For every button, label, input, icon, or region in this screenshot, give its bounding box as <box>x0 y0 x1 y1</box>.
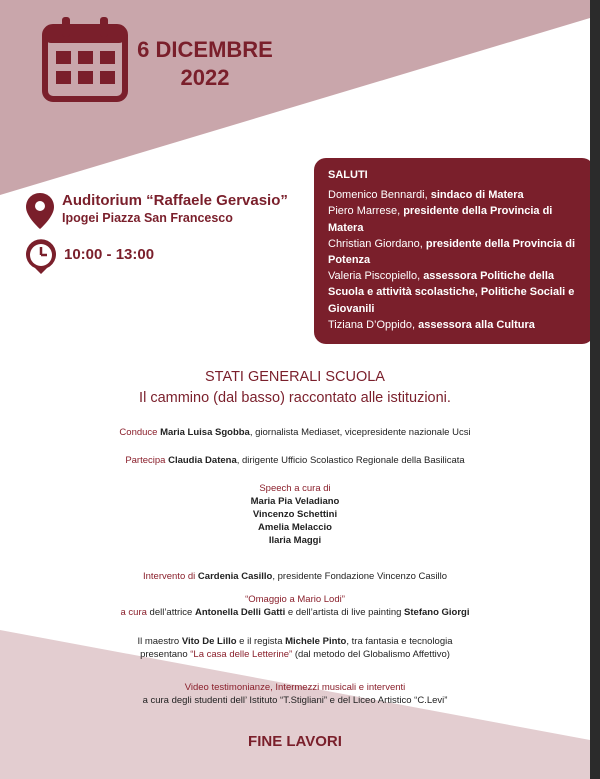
maestro-text: presentano <box>140 649 191 660</box>
saluti-entry <box>328 317 584 333</box>
saluti-name: Christian Giordano, <box>328 237 423 250</box>
speech-name: Amelia Melaccio <box>258 522 332 533</box>
speech-name: Ilaria Maggi <box>268 535 322 546</box>
saluti-role: sindaco di Matera <box>430 189 524 202</box>
omaggio-text: e dell’artista di live painting <box>285 607 405 618</box>
venue <box>62 192 288 226</box>
date-day-month: 6 DICEMBRE <box>137 37 273 62</box>
saluti-heading: SALUTI <box>328 169 368 181</box>
calendar-icon <box>42 15 128 103</box>
partecipa-line <box>0 454 590 467</box>
saluti-name: Valeria Piscopiello, <box>328 270 421 283</box>
conduce-name: Maria Luisa Sgobba <box>160 427 250 438</box>
work-title: “La casa delle Letterine” <box>190 649 293 660</box>
maestro-text: (dal metodo del Globalismo Affettivo) <box>292 649 450 660</box>
speech-name: Vincenzo Schettini <box>252 509 338 520</box>
video-line1: Video testimonianze, Intermezzi musicali e interventi <box>184 682 406 693</box>
omaggio-section <box>0 593 590 619</box>
event-date <box>130 36 280 92</box>
venue-name: Auditorium “Raffaele Gervasio” <box>62 192 288 209</box>
venue-address: Ipogei Piazza San Francesco <box>62 211 233 225</box>
intervento-line <box>0 570 590 583</box>
conduce-label: Conduce <box>119 427 158 438</box>
saluti-role: assessora Politiche della Scuola e attività scolastiche, Politiche Sociali e Giovanili <box>328 270 575 315</box>
maestro-name: Vito De Lillo <box>181 636 237 647</box>
director-name: Michele Pinto <box>285 636 347 647</box>
saluti-entry <box>328 203 584 235</box>
saluti-role: presidente della Provincia di Matera <box>328 205 553 234</box>
saluti-entry <box>328 236 584 268</box>
partecipa-name: Claudia Datena <box>168 455 237 466</box>
omaggio-title: “Omaggio a Mario Lodi” <box>245 594 345 605</box>
location-pin-icon <box>25 192 55 230</box>
omaggio-text: dell’attrice <box>146 607 195 618</box>
video-section <box>0 681 590 707</box>
intervento-label: Intervento di <box>142 571 196 582</box>
program-subtitle: Il cammino (dal basso) raccontato alle istituzioni. <box>139 390 451 406</box>
saluti-box <box>314 158 590 344</box>
conduce-line <box>0 426 590 439</box>
speech-label: Speech a cura di <box>259 483 331 494</box>
partecipa-label: Partecipa <box>125 455 166 466</box>
omaggio-artist: Stefano Giorgi <box>404 607 470 618</box>
saluti-name: Domenico Bennardi, <box>328 189 428 202</box>
omaggio-actress: Antonella Delli Gatti <box>194 607 286 618</box>
maestro-text: e il regista <box>236 636 286 647</box>
maestro-section <box>0 635 590 661</box>
maestro-text: , tra fantasia e tecnologia <box>346 636 453 647</box>
conduce-desc: , giornalista Mediaset, vicepresidente nazionale Ucsi <box>249 427 471 438</box>
saluti-role: presidente della Provincia di Potenza <box>328 237 576 267</box>
saluti-role: assessora alla Cultura <box>418 318 535 331</box>
maestro-text: Il maestro <box>137 636 182 647</box>
speech-section <box>0 482 590 547</box>
date-year: 2022 <box>180 65 230 90</box>
speech-name: Maria Pia Veladiano <box>250 496 340 507</box>
intervento-name: Cardenia Casillo <box>197 571 273 582</box>
program-title: STATI GENERALI SCUOLA <box>205 369 385 385</box>
saluti-entry <box>328 268 584 317</box>
omaggio-acura: a cura <box>120 607 147 618</box>
saluti-name: Piero Marrese, <box>328 205 401 218</box>
saluti-entry <box>328 187 584 203</box>
clock-icon <box>24 238 58 276</box>
partecipa-desc: , dirigente Ufficio Scolastico Regionale della Basilicata <box>236 455 465 466</box>
video-line2: a cura degli studenti dell’ Istituto “T.Stigliani” e del Liceo Artistico “C.Levi” <box>142 695 448 706</box>
intervento-desc: , presidente Fondazione Vincenzo Casillo <box>272 571 448 582</box>
saluti-name: Tiziana D’Oppido, <box>328 318 416 331</box>
event-time: 10:00 - 13:00 <box>64 246 155 263</box>
fine-lavori: FINE LAVORI <box>248 733 342 750</box>
